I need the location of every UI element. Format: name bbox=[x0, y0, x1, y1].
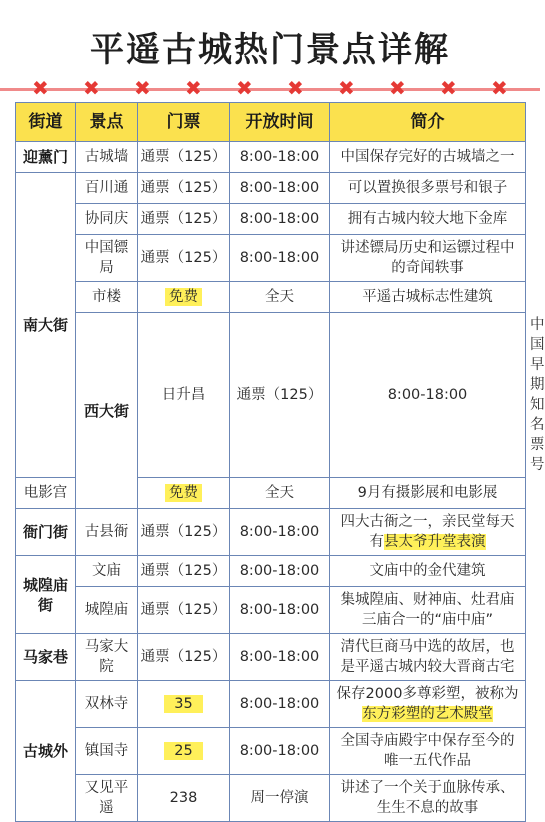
spot-cell: 镇国寺 bbox=[76, 728, 138, 775]
table-row bbox=[16, 173, 526, 204]
desc-highlight: 东方彩塑的艺术殿堂 bbox=[362, 706, 493, 722]
ticket-cell: 通票（125） bbox=[138, 142, 230, 173]
hours-cell: 8:00-18:00 bbox=[230, 556, 330, 587]
spot-cell: 日升昌 bbox=[138, 313, 230, 478]
street-cell: 西大街 bbox=[76, 313, 138, 509]
table-row bbox=[16, 509, 526, 556]
ticket-cell bbox=[138, 681, 230, 728]
ticket-cell: 通票（125） bbox=[138, 587, 230, 634]
desc-cell: 中国保存完好的古城墙之一 bbox=[330, 142, 526, 173]
ticket-cell: 通票（125） bbox=[138, 235, 230, 282]
hours-cell: 全天 bbox=[230, 478, 330, 509]
spot-cell: 中国镖局 bbox=[76, 235, 138, 282]
table-row bbox=[16, 634, 526, 681]
header-desc: 简介 bbox=[330, 103, 526, 142]
x-mark-icon: ✖ bbox=[185, 76, 202, 100]
desc-cell: 讲述了一个关于血脉传承、生生不息的故事 bbox=[330, 775, 526, 822]
x-mark-icon: ✖ bbox=[287, 76, 304, 100]
ticket-highlight: 免费 bbox=[165, 484, 202, 502]
x-mark-icon: ✖ bbox=[134, 76, 151, 100]
x-mark-icon: ✖ bbox=[440, 76, 457, 100]
x-mark-icon: ✖ bbox=[491, 76, 508, 100]
hours-cell: 8:00-18:00 bbox=[230, 728, 330, 775]
ticket-cell bbox=[138, 282, 230, 313]
desc-cell bbox=[330, 681, 526, 728]
table-row bbox=[16, 142, 526, 173]
ticket-highlight: 免费 bbox=[165, 288, 202, 306]
table-row bbox=[16, 681, 526, 728]
spot-cell: 马家大院 bbox=[76, 634, 138, 681]
spot-cell: 协同庆 bbox=[76, 204, 138, 235]
hours-cell: 8:00-18:00 bbox=[230, 204, 330, 235]
table-row bbox=[16, 204, 526, 235]
table-row bbox=[16, 235, 526, 282]
desc-cell: 平遥古城标志性建筑 bbox=[330, 282, 526, 313]
hours-cell: 全天 bbox=[230, 282, 330, 313]
street-cell: 古城外 bbox=[16, 681, 76, 822]
hours-cell: 8:00-18:00 bbox=[230, 173, 330, 204]
street-cell: 城隍庙街 bbox=[16, 556, 76, 634]
table-row: 西大街 日升昌 通票（125） 8:00-18:00 中国早期知名票号 bbox=[16, 313, 526, 478]
desc-cell: 拥有古城内较大地下金库 bbox=[330, 204, 526, 235]
ticket-cell: 通票（125） bbox=[138, 204, 230, 235]
x-mark-icon: ✖ bbox=[389, 76, 406, 100]
street-cell: 迎薰门 bbox=[16, 142, 76, 173]
hours-cell: 周一停演 bbox=[230, 775, 330, 822]
desc-cell: 9月有摄影展和电影展 bbox=[330, 478, 526, 509]
spot-cell: 市楼 bbox=[76, 282, 138, 313]
desc-cell: 全国寺庙殿宇中保存至今的唯一五代作品 bbox=[330, 728, 526, 775]
spot-cell: 城隍庙 bbox=[76, 587, 138, 634]
spot-cell: 古县衙 bbox=[76, 509, 138, 556]
hours-cell: 8:00-18:00 bbox=[230, 634, 330, 681]
ticket-cell: 通票（125） bbox=[138, 634, 230, 681]
table-row bbox=[16, 728, 526, 775]
street-cell: 衙门街 bbox=[16, 509, 76, 556]
ticket-highlight: 25 bbox=[164, 742, 202, 760]
x-mark-icon: ✖ bbox=[32, 76, 49, 100]
street-cell: 南大街 bbox=[16, 173, 76, 478]
desc-cell: 集城隍庙、财神庙、灶君庙三庙合一的“庙中庙” bbox=[330, 587, 526, 634]
hours-cell: 8:00-18:00 bbox=[230, 587, 330, 634]
x-mark-icon: ✖ bbox=[83, 76, 100, 100]
header-hours: 开放时间 bbox=[230, 103, 330, 142]
ticket-cell: 238 bbox=[138, 775, 230, 822]
hours-cell: 8:00-18:00 bbox=[230, 142, 330, 173]
table-row bbox=[16, 282, 526, 313]
hours-cell: 8:00-18:00 bbox=[230, 681, 330, 728]
spot-cell: 双林寺 bbox=[76, 681, 138, 728]
desc-cell: 可以置换很多票号和银子 bbox=[330, 173, 526, 204]
table-row bbox=[16, 775, 526, 822]
header-street: 街道 bbox=[16, 103, 76, 142]
ticket-highlight: 35 bbox=[164, 695, 202, 713]
desc-text: 保存2000多尊彩塑，被称为 bbox=[336, 686, 519, 702]
desc-highlight: 县太爷升堂表演 bbox=[384, 534, 486, 550]
spot-cell: 又见平遥 bbox=[76, 775, 138, 822]
spot-cell: 古城墙 bbox=[76, 142, 138, 173]
spot-cell: 电影宫 bbox=[16, 478, 76, 509]
desc-cell bbox=[330, 509, 526, 556]
header-spot: 景点 bbox=[76, 103, 138, 142]
table-header-row bbox=[16, 103, 526, 142]
table-row bbox=[16, 556, 526, 587]
hours-cell: 8:00-18:00 bbox=[230, 509, 330, 556]
ticket-cell bbox=[138, 478, 230, 509]
table-row bbox=[16, 587, 526, 634]
ticket-cell bbox=[138, 728, 230, 775]
x-mark-icon: ✖ bbox=[236, 76, 253, 100]
ticket-cell: 通票（125） bbox=[138, 509, 230, 556]
hours-cell: 8:00-18:00 bbox=[230, 235, 330, 282]
ticket-cell: 通票（125） bbox=[138, 173, 230, 204]
hours-cell: 8:00-18:00 bbox=[330, 313, 526, 478]
spot-cell: 百川通 bbox=[76, 173, 138, 204]
x-mark-icon: ✖ bbox=[338, 76, 355, 100]
desc-cell: 讲述镖局历史和运镖过程中的奇闻轶事 bbox=[330, 235, 526, 282]
ticket-cell: 通票（125） bbox=[138, 556, 230, 587]
street-cell: 马家巷 bbox=[16, 634, 76, 681]
desc-cell: 清代巨商马中选的故居，也是平遥古城内较大晋商古宅 bbox=[330, 634, 526, 681]
attractions-table bbox=[15, 102, 545, 822]
desc-text: 四大古衙之一，亲民堂每天有 bbox=[340, 514, 515, 550]
spot-cell: 文庙 bbox=[76, 556, 138, 587]
desc-cell: 文庙中的金代建筑 bbox=[330, 556, 526, 587]
ticket-cell: 通票（125） bbox=[230, 313, 330, 478]
page-title: 平遥古城热门景点详解 bbox=[90, 30, 450, 70]
header-ticket: 门票 bbox=[138, 103, 230, 142]
decorative-divider bbox=[0, 88, 540, 91]
